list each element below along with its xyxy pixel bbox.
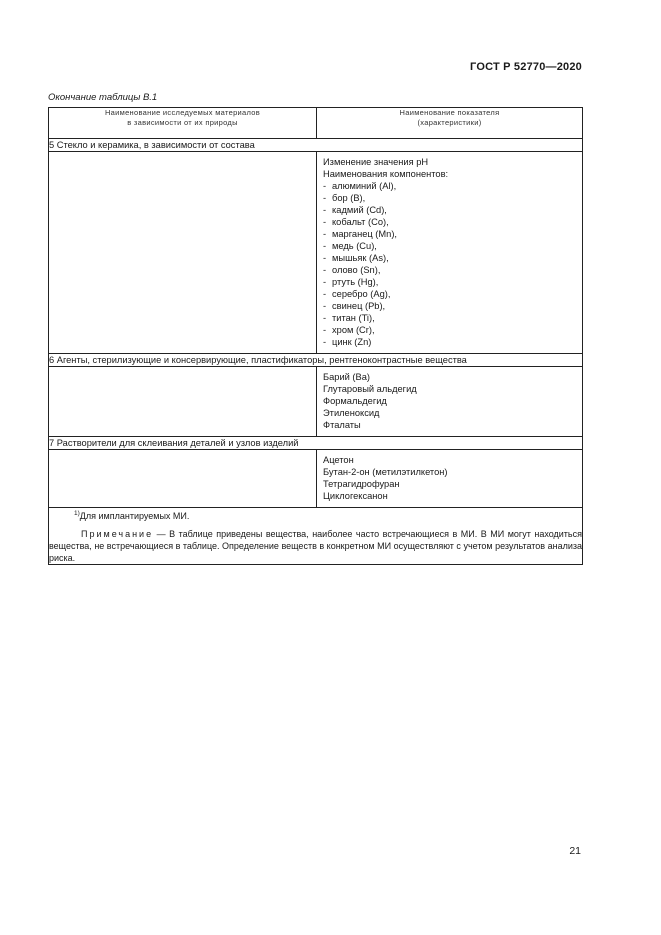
component-item	[323, 252, 576, 264]
section-5-indicators	[317, 152, 583, 354]
section-5-title: 5 Стекло и керамика, в зависимости от состава	[49, 139, 583, 152]
dash-marker: -	[323, 277, 327, 287]
page-number: 21	[569, 845, 581, 857]
component-label: хром (Cr),	[332, 325, 375, 335]
dash-marker: -	[323, 181, 327, 191]
section-6-title: 6 Агенты, стерилизующие и консервирующие, пластификаторы, рентгеноконтрастные вещества	[49, 354, 583, 367]
section-6-content	[49, 367, 583, 437]
component-label: кобальт (Co),	[332, 217, 389, 227]
section-7-row	[49, 437, 583, 450]
section-7-content	[49, 450, 583, 508]
component-item	[323, 276, 576, 288]
section-7-title: 7 Растворители для склеивания деталей и узлов изделий	[49, 437, 583, 450]
component-label: свинец (Pb),	[332, 301, 386, 311]
component-item	[323, 180, 576, 192]
component-label: мышьяк (As),	[332, 253, 389, 263]
footnote-mark: 1)	[74, 510, 80, 517]
section-5-row	[49, 139, 583, 152]
component-label: алюминий (Al),	[332, 181, 397, 191]
table-footer	[49, 508, 583, 565]
table-footer-row	[49, 508, 583, 565]
component-item	[323, 312, 576, 324]
list-item: Ацетон	[323, 455, 354, 465]
list-item: Циклогексанон	[323, 491, 388, 501]
list-item: Формальдегид	[323, 396, 387, 406]
note	[49, 528, 582, 564]
document-code: ГОСТ Р 52770—2020	[470, 61, 582, 73]
component-item	[323, 324, 576, 336]
component-label: марганец (Mn),	[332, 229, 397, 239]
component-item	[323, 300, 576, 312]
dash-marker: -	[323, 193, 327, 203]
list-item: Глутаровый альдегид	[323, 384, 417, 394]
section-5-content	[49, 152, 583, 354]
component-label: олово (Sn),	[332, 265, 381, 275]
section-6-row	[49, 354, 583, 367]
component-item	[323, 336, 576, 348]
dash-marker: -	[323, 289, 327, 299]
dash-marker: -	[323, 229, 327, 239]
note-label: Примечание	[81, 529, 154, 539]
dash-marker: -	[323, 253, 327, 263]
list-item: Наименования компонентов:	[323, 169, 449, 179]
header-indicator: Наименование показателя (характеристики)	[317, 108, 583, 139]
component-label: медь (Cu),	[332, 241, 377, 251]
dash-marker: -	[323, 241, 327, 251]
section-5-empty	[49, 152, 317, 354]
dash-marker: -	[323, 217, 327, 227]
note-text: — В таблице приведены вещества, наиболее часто встречающиеся в МИ. В МИ могут находиться вещества, не встречающиеся в таблице. Определение веществ в конкретном МИ осуществляют с учетом результатов анализа риска.	[49, 529, 582, 563]
list-item: Бутан-2-он (метилэтилкетон)	[323, 467, 448, 477]
component-item	[323, 228, 576, 240]
footnote	[49, 508, 582, 522]
component-item	[323, 192, 576, 204]
dash-marker: -	[323, 205, 327, 215]
header-materials: Наименование исследуемых материалов в зависимости от их природы	[49, 108, 317, 139]
list-item: Изменение значения pH	[323, 157, 429, 167]
component-label: цинк (Zn)	[332, 337, 372, 347]
components-list	[323, 180, 576, 348]
component-item	[323, 216, 576, 228]
substances-table	[48, 107, 583, 565]
table-header-row	[49, 108, 583, 139]
list-item: Этиленоксид	[323, 408, 380, 418]
dash-marker: -	[323, 313, 327, 323]
component-label: серебро (Ag),	[332, 289, 391, 299]
dash-marker: -	[323, 265, 327, 275]
component-item	[323, 240, 576, 252]
section-6-empty	[49, 367, 317, 437]
section-7-empty	[49, 450, 317, 508]
component-item	[323, 204, 576, 216]
component-label: титан (Ti),	[332, 313, 375, 323]
component-item	[323, 264, 576, 276]
component-label: бор (B),	[332, 193, 366, 203]
component-item	[323, 288, 576, 300]
dash-marker: -	[323, 301, 327, 311]
component-label: ртуть (Hg),	[332, 277, 379, 287]
dash-marker: -	[323, 337, 327, 347]
component-label: кадмий (Cd),	[332, 205, 387, 215]
list-item: Барий (Ba)	[323, 372, 370, 382]
list-item: Тетрагидрофуран	[323, 479, 400, 489]
footnote-text: Для имплантируемых МИ.	[79, 511, 190, 521]
list-item: Фталаты	[323, 420, 361, 430]
section-6-indicators	[317, 367, 583, 437]
section-7-indicators	[317, 450, 583, 508]
dash-marker: -	[323, 325, 327, 335]
table-caption: Окончание таблицы В.1	[48, 92, 158, 103]
